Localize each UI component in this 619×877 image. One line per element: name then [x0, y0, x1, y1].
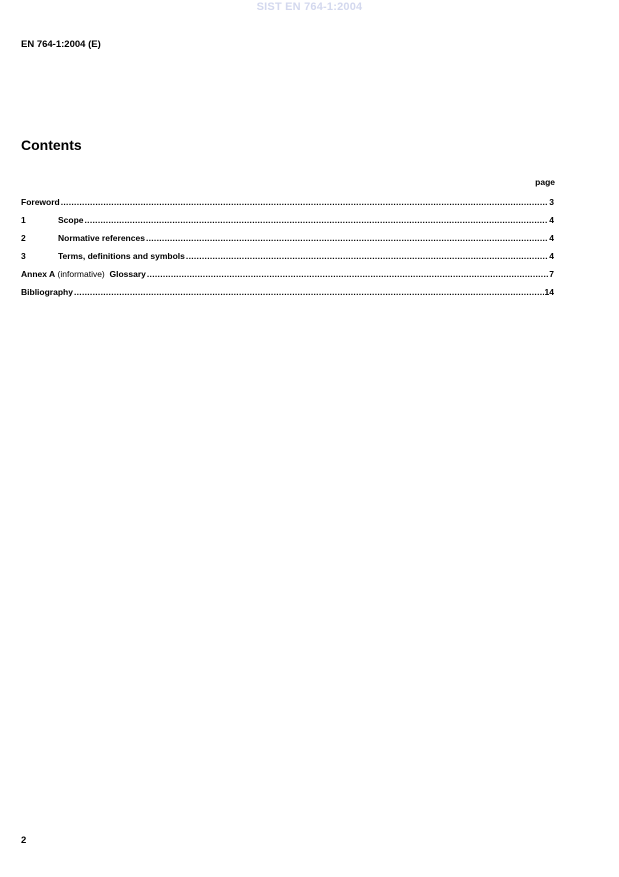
toc-entry-title: Bibliography — [21, 287, 73, 297]
toc-entry-bibliography[interactable] — [21, 283, 554, 301]
toc-entry-title — [21, 265, 146, 283]
toc-leader-dots — [74, 283, 544, 301]
toc-leader-dots — [61, 193, 549, 211]
toc-entry-number: 1 — [21, 215, 26, 225]
toc-entry-number: 3 — [21, 251, 26, 261]
watermark: SIST EN 764-1:2004 — [256, 1, 363, 13]
document-id-header: EN 764-1:2004 (E) — [21, 39, 101, 50]
toc-entry-title: Scope — [58, 215, 84, 225]
toc-entry-title: Terms, definitions and symbols — [58, 251, 185, 261]
toc-entry-title: Normative references — [58, 233, 145, 243]
contents-heading: Contents — [21, 137, 82, 153]
toc-entry-normative-references[interactable] — [21, 229, 554, 247]
table-of-contents — [21, 193, 554, 301]
page-number: 2 — [21, 835, 27, 846]
annex-title: Glossary — [109, 269, 146, 279]
toc-entry-terms-definitions[interactable] — [21, 247, 554, 265]
toc-entry-number: 2 — [21, 233, 26, 243]
toc-leader-dots — [186, 247, 548, 265]
toc-entry-page: 7 — [549, 269, 554, 279]
page-column-label: page — [535, 177, 555, 187]
toc-entry-page: 14 — [544, 287, 554, 297]
annex-type: (informative) — [55, 269, 110, 279]
annex-label: Annex A — [21, 269, 56, 279]
toc-leader-dots — [85, 211, 549, 229]
toc-entry-page: 4 — [549, 251, 554, 261]
toc-entry-scope[interactable] — [21, 211, 554, 229]
toc-entry-page: 3 — [549, 197, 554, 207]
toc-leader-dots — [147, 265, 548, 283]
toc-entry-page: 4 — [549, 233, 554, 243]
toc-entry-page: 4 — [549, 215, 554, 225]
toc-leader-dots — [146, 229, 548, 247]
toc-entry-foreword[interactable] — [21, 193, 554, 211]
toc-entry-annex-a[interactable] — [21, 265, 554, 283]
toc-entry-title: Foreword — [21, 197, 60, 207]
